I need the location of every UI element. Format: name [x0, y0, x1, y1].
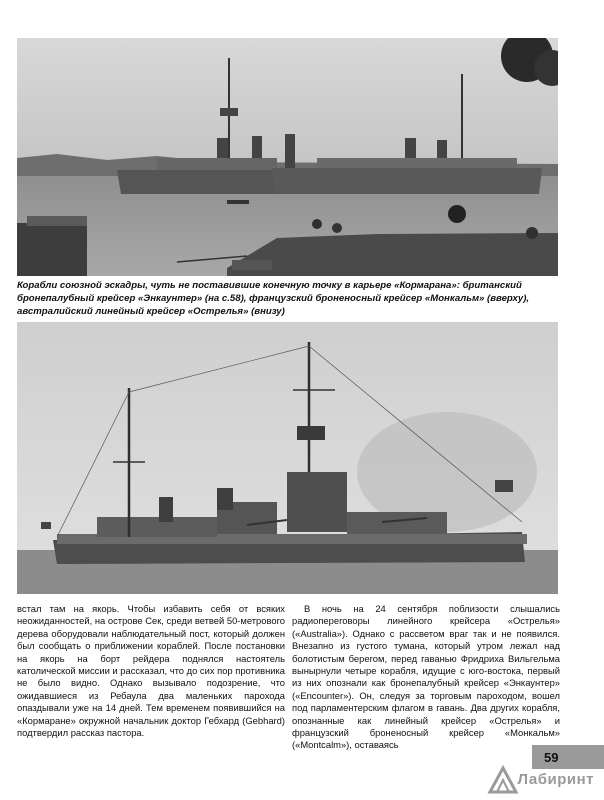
photo-battlecruiser-image	[17, 322, 558, 594]
publisher-logo-text: Лабиринт	[517, 770, 594, 788]
paragraph: В ночь на 24 сентября поблизости слышались радиопереговоры линейного крейсера «Острелья» («Australia»). Однако с рассветом враг так и не появился. Внезапно из густого тумана, который утром лежал над болотистым берегом, перед гаванью Фридриха Вильгельма вынырнули четыре корабля, идущие с юго-востока, первый из них опознали как бронепалубный крейсер «Энкаунтер» («Encounter»). Он, следуя за торговым пароходом, вошел под парламентерским флагом в гавань. Два других корабля, опознанные как линейный крейсер «Острелья» и французский броненосный крейсер «Монкальм» («Montcalm»), оставаясь	[292, 603, 560, 751]
text-column-left	[17, 603, 285, 739]
labirint-logo-icon	[486, 762, 520, 796]
photo-caption: Корабли союзной эскадры, чуть не поставившие конечную точку в карьере «Кормарана»: британский бронепалубный крейсер «Энкаунтер» (на с.58), французский броненосный крейсер «Монкальм» (вверху), австралийский линейный крейсер «Острелья» (внизу)	[17, 280, 530, 317]
photo-warships-harbour-image	[17, 38, 558, 276]
paragraph: встал там на якорь. Чтобы избавить себя от всяких неожиданностей, на острове Сек, среди ветвей 50-метрового дерева оборудовали наблюдательный пост, который должен был сообщать о приближении кораблей. После постановки на якорь на борт рейдера поднялся настоятель католической миссии и рассказал, что до сих пор противника не было видно. Однако вызывало подозрение, что ожидавшиеся из Ребаула два маленьких парохода опаздывали уже на 14 дней. Тем временем появившийся на «Кормаране» окружной начальник доктор Гебхард (Gebhard) подтвердил рассказ пастора.	[17, 603, 285, 739]
photo-warships-harbour	[17, 38, 558, 276]
photo-battlecruiser	[17, 322, 558, 594]
publisher-logo	[486, 762, 604, 796]
text-column-right	[292, 603, 560, 752]
page-number: 59	[544, 749, 559, 765]
